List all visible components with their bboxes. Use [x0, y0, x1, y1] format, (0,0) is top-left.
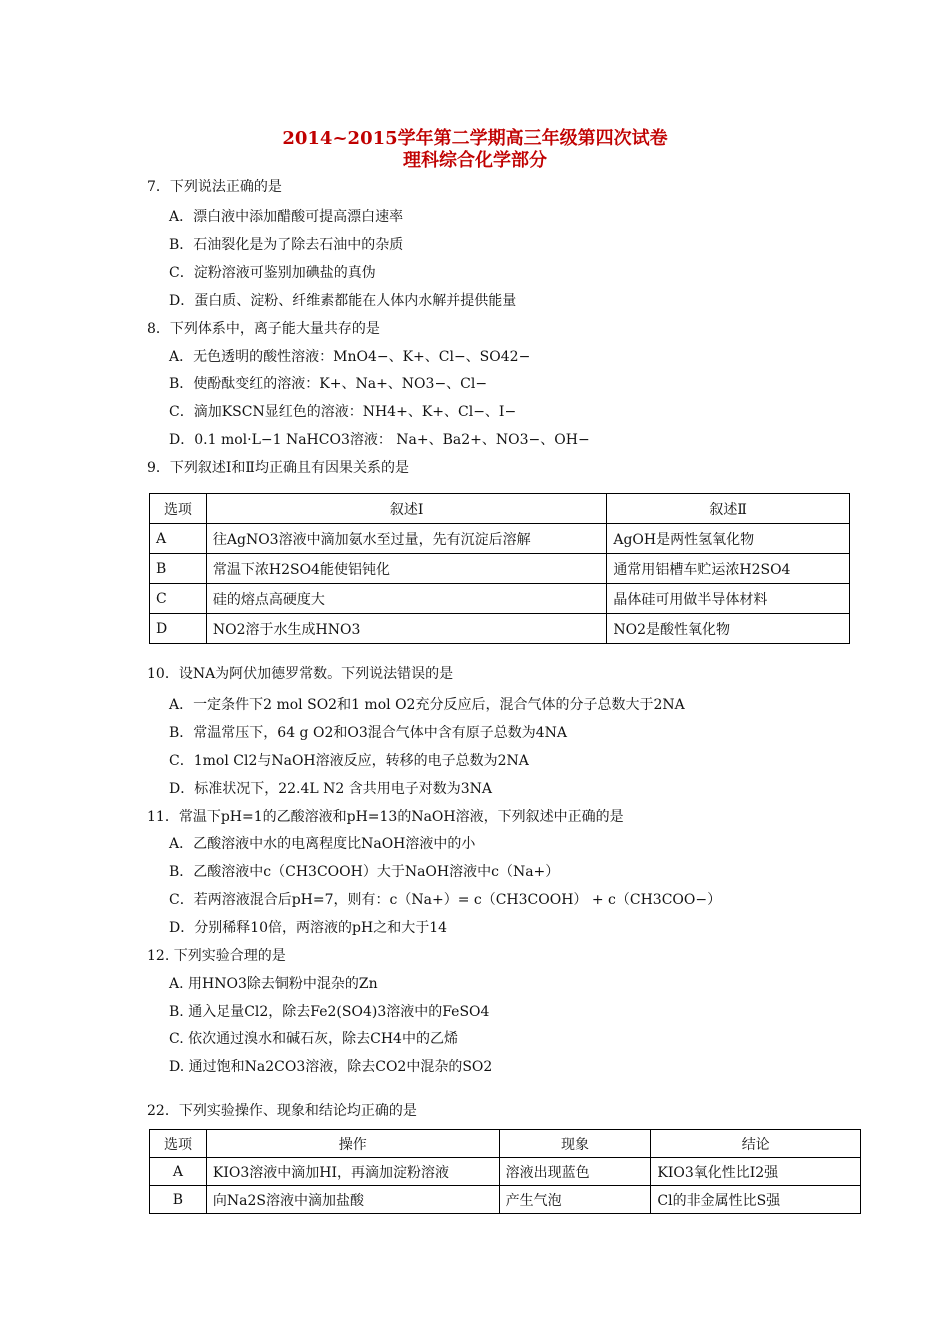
table-row [150, 1158, 861, 1186]
table-cell: KIO3氧化性比I2强 [651, 1158, 861, 1186]
table-header-cell: 叙述Ⅱ [607, 494, 850, 524]
q10-option-b: B．常温常压下，64 g O2和O3混合气体中含有原子总数为4NA [169, 725, 568, 741]
table-cell: 晶体硅可用做半导体材料 [607, 584, 850, 614]
table-row [150, 614, 850, 644]
table-header-cell: 选项 [150, 1130, 207, 1158]
q11-option-b: B．乙酸溶液中c（CH3COOH）大于NaOH溶液中c（Na+） [169, 864, 560, 880]
q9-table [149, 493, 850, 644]
table-cell: KIO3溶液中滴加HI，再滴加淀粉溶液 [206, 1158, 499, 1186]
table-cell: 硅的熔点高硬度大 [206, 584, 606, 614]
q11-option-a: A．乙酸溶液中水的电离程度比NaOH溶液中的小 [169, 836, 476, 852]
q12-option-b: B. 通入足量Cl2，除去Fe2(SO4)3溶液中的FeSO4 [169, 1004, 490, 1020]
table-cell: A [150, 1158, 207, 1186]
q8-option-d: D．0.1 mol·L−1 NaHCO3溶液： Na+、Ba2+、NO3−、OH− [169, 432, 590, 448]
q9-stem: 9．下列叙述Ⅰ和Ⅱ均正确且有因果关系的是 [147, 460, 409, 476]
table-header-cell: 叙述Ⅰ [206, 494, 606, 524]
q12-option-d: D. 通过饱和Na2CO3溶液，除去CO2中混杂的SO2 [169, 1059, 493, 1075]
q10-stem: 10．设NA为阿伏加德罗常数。下列说法错误的是 [147, 666, 454, 682]
q12-option-a: A. 用HNO3除去铜粉中混杂的Zn [169, 976, 378, 992]
q8-option-c: C．滴加KSCN显红色的溶液：NH4+、K+、Cl−、I− [169, 404, 517, 420]
table-cell: 通常用铝槽车贮运浓H2SO4 [607, 554, 850, 584]
q7-stem: 7．下列说法正确的是 [147, 179, 282, 195]
table-cell: NO2溶于水生成HNO3 [206, 614, 606, 644]
q11-option-c: C．若两溶液混合后pH=7，则有：c（Na+）= c（CH3COOH） + c（CH3COO−） [169, 892, 722, 908]
table-header-row [150, 494, 850, 524]
q11-option-d: D．分别稀释10倍，两溶液的pH之和大于14 [169, 920, 448, 936]
table-row [150, 1186, 861, 1214]
table-cell: C [150, 584, 207, 614]
table-header-cell: 结论 [651, 1130, 861, 1158]
table-row [150, 524, 850, 554]
q12-stem: 12. 下列实验合理的是 [147, 948, 286, 964]
table-row [150, 554, 850, 584]
q10-option-d: D．标准状况下，22.4L N2 含共用电子对数为3NA [169, 781, 493, 797]
table-header-row [150, 1130, 861, 1158]
table-header-cell: 现象 [499, 1130, 651, 1158]
table-header-cell: 选项 [150, 494, 207, 524]
exam-subtitle: 理科综合化学部分 [403, 150, 547, 171]
exam-title: 2014~2015学年第二学期高三年级第四次试卷 [282, 128, 668, 149]
q22-stem: 22．下列实验操作、现象和结论均正确的是 [147, 1103, 417, 1119]
q8-option-b: B．使酚酞变红的溶液：K+、Na+、NO3−、Cl− [169, 376, 488, 392]
q8-option-a: A．无色透明的酸性溶液：MnO4−、K+、Cl−、SO42− [169, 349, 531, 365]
q11-stem: 11．常温下pH=1的乙酸溶液和pH=13的NaOH溶液，下列叙述中正确的是 [147, 809, 624, 825]
table-cell: B [150, 554, 207, 584]
table-cell: 常温下浓H2SO4能使铝钝化 [206, 554, 606, 584]
table-header-cell: 操作 [206, 1130, 499, 1158]
q7-option-d: D．蛋白质、淀粉、纤维素都能在人体内水解并提供能量 [169, 293, 517, 309]
table-cell: NO2是酸性氧化物 [607, 614, 850, 644]
q7-option-c: C．淀粉溶液可鉴别加碘盐的真伪 [169, 265, 376, 281]
table-row [150, 584, 850, 614]
table-cell: 产生气泡 [499, 1186, 651, 1214]
table-cell: 往AgNO3溶液中滴加氨水至过量，先有沉淀后溶解 [206, 524, 606, 554]
table-cell: D [150, 614, 207, 644]
q10-option-c: C．1mol Cl2与NaOH溶液反应，转移的电子总数为2NA [169, 753, 529, 769]
q10-option-a: A．一定条件下2 mol SO2和1 mol O2充分反应后，混合气体的分子总数大于2NA [169, 697, 685, 713]
q12-option-c: C. 依次通过溴水和碱石灰，除去CH4中的乙烯 [169, 1031, 458, 1047]
q8-stem: 8．下列体系中，离子能大量共存的是 [147, 321, 380, 337]
table-cell: B [150, 1186, 207, 1214]
table-cell: Cl的非金属性比S强 [651, 1186, 861, 1214]
table-cell: A [150, 524, 207, 554]
q22-table [149, 1129, 861, 1214]
q7-option-a: A．漂白液中添加醋酸可提高漂白速率 [169, 209, 404, 225]
q7-option-b: B．石油裂化是为了除去石油中的杂质 [169, 237, 404, 253]
table-cell: 溶液出现蓝色 [499, 1158, 651, 1186]
table-cell: AgOH是两性氢氧化物 [607, 524, 850, 554]
table-cell: 向Na2S溶液中滴加盐酸 [206, 1186, 499, 1214]
